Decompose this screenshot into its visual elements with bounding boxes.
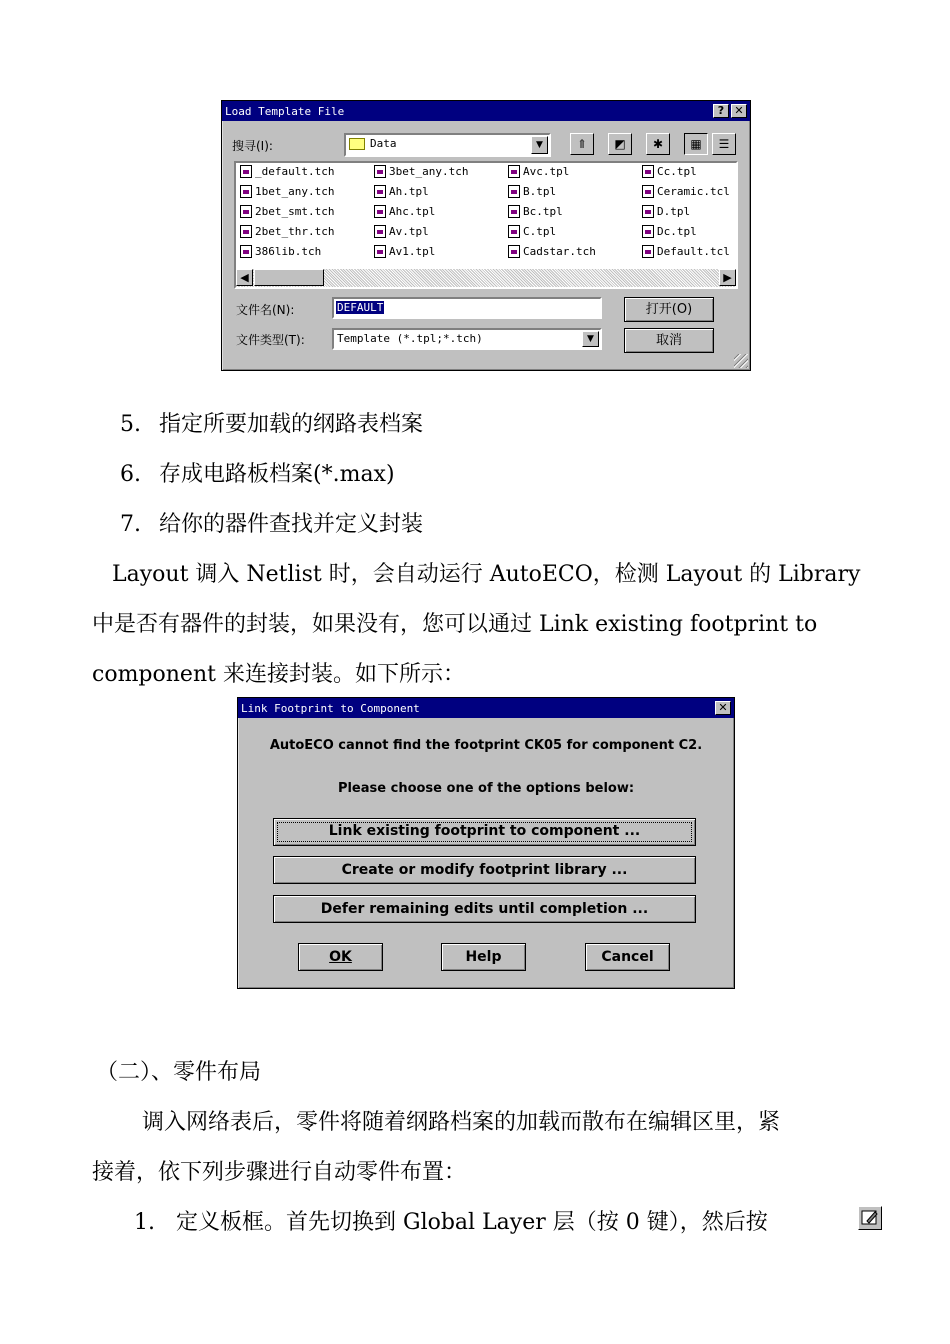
file-item[interactable] [642, 185, 730, 198]
file-item[interactable] [240, 185, 334, 198]
filename-input[interactable] [332, 297, 602, 319]
file-name: 2bet_thr.tch [255, 225, 335, 238]
filename-label: 文件名(N): [236, 303, 295, 317]
file-item[interactable] [374, 165, 468, 178]
file-icon [240, 205, 252, 218]
dialog-title: Link Footprint to Component [241, 701, 420, 715]
step-number: 7. [120, 512, 141, 537]
step-1 [134, 1208, 768, 1238]
file-name: Cadstar.tch [523, 245, 596, 258]
lookin-value: Data [370, 137, 397, 150]
file-icon [642, 245, 654, 258]
file-item[interactable] [240, 225, 334, 238]
step-item [120, 460, 395, 490]
para1-line3: component 来连接封装。如下所示： [92, 662, 465, 687]
cancel-button[interactable]: 取消 [624, 328, 714, 353]
dialog-title: Load Template File [225, 104, 345, 118]
file-icon [642, 205, 654, 218]
step-text: 指定所要加载的纲路表档案 [159, 412, 424, 437]
close-icon[interactable]: ✕ [731, 104, 747, 118]
step-number: 6. [120, 462, 141, 487]
lookin-combo[interactable] [344, 133, 551, 157]
file-name: Ahc.tpl [389, 205, 436, 218]
file-icon [642, 185, 654, 198]
file-icon [642, 165, 654, 178]
file-icon [240, 245, 252, 258]
dialog-message: AutoECO cannot find the footprint CK05 for component C2. [269, 738, 703, 753]
file-icon [374, 205, 386, 218]
file-item[interactable] [374, 185, 429, 198]
link-existing-footprint-button[interactable]: Link existing footprint to component ... [273, 818, 696, 846]
file-item[interactable] [374, 205, 435, 218]
file-item[interactable] [240, 205, 334, 218]
step-text: 给你的器件查找并定义封装 [159, 512, 424, 537]
file-icon [240, 165, 252, 178]
filetype-label: 文件类型(T): [236, 333, 305, 347]
file-item[interactable] [508, 245, 596, 258]
file-name: D.tpl [657, 205, 691, 218]
list-view-icon[interactable]: ▦ [684, 133, 708, 155]
step-item [120, 510, 423, 540]
new-folder-icon[interactable]: ✱ [646, 133, 670, 155]
step-text: 存成电路板档案(*.max) [159, 462, 395, 487]
file-icon [240, 225, 252, 238]
chevron-down-icon[interactable]: ▼ [531, 136, 548, 154]
dialog-titlebar [222, 101, 750, 121]
file-icon [374, 165, 386, 178]
file-icon [508, 245, 520, 258]
file-item[interactable] [642, 165, 697, 178]
file-name: Avc.tpl [523, 165, 570, 178]
load-template-dialog [221, 100, 751, 371]
file-item[interactable] [374, 225, 429, 238]
step-text: 定义板框。首先切换到 Global Layer 层（按 0 键），然后按 [176, 1210, 768, 1235]
dialog-titlebar [238, 698, 734, 718]
details-view-icon[interactable]: ☰ [712, 133, 736, 155]
file-item[interactable] [508, 165, 569, 178]
open-button[interactable]: 打开(O) [624, 297, 714, 322]
file-name: Cc.tpl [657, 165, 697, 178]
create-footprint-library-button[interactable]: Create or modify footprint library ... [273, 856, 696, 884]
file-name: 3bet_any.tch [389, 165, 469, 178]
step-number: 1. [134, 1210, 155, 1235]
file-icon [374, 185, 386, 198]
para2-line2: 接着，依下列步骤进行自动零件布置： [92, 1160, 467, 1185]
file-name: C.tpl [523, 225, 557, 238]
file-icon [508, 165, 520, 178]
file-item[interactable] [508, 185, 556, 198]
help-icon[interactable]: ? [713, 104, 729, 118]
file-name: Ceramic.tcl [657, 185, 730, 198]
para2-line1: 调入网络表后，零件将随着纲路档案的加载而散布在编辑区里，紧 [142, 1110, 781, 1135]
filename-value: DEFAULT [337, 301, 384, 314]
file-name: Ah.tpl [389, 185, 429, 198]
resize-grip-icon[interactable] [734, 354, 748, 368]
lookin-label: 搜寻(I): [232, 139, 273, 153]
step-number: 5. [120, 412, 141, 437]
file-name: 2bet_smt.tch [255, 205, 335, 218]
file-name: Av.tpl [389, 225, 429, 238]
file-item[interactable] [642, 245, 730, 258]
file-icon [508, 225, 520, 238]
step-item [120, 410, 423, 440]
file-item[interactable] [508, 225, 556, 238]
file-name: B.tpl [523, 185, 557, 198]
folder-icon [349, 138, 365, 150]
scroll-thumb[interactable] [254, 269, 324, 286]
file-name: Default.tcl [657, 245, 730, 258]
scroll-right-icon[interactable]: ▶ [719, 269, 736, 286]
file-name: Av1.tpl [389, 245, 436, 258]
section-title: （二）、零件布局 [96, 1060, 262, 1085]
ok-button[interactable]: OK [298, 943, 383, 971]
up-folder-icon[interactable]: ⇑ [570, 133, 594, 155]
filetype-value: Template (*.tpl;*.tch) [337, 332, 483, 345]
file-item[interactable] [240, 165, 334, 178]
file-icon [374, 245, 386, 258]
file-item[interactable] [374, 245, 435, 258]
para1-line2: 中是否有器件的封装，如果没有，您可以通过 Link existing footprint to [92, 612, 818, 637]
defer-edits-button[interactable]: Defer remaining edits until completion ... [273, 895, 696, 923]
file-name: Dc.tpl [657, 225, 697, 238]
filetype-select[interactable] [332, 328, 602, 350]
file-item[interactable] [642, 205, 690, 218]
file-icon [508, 205, 520, 218]
file-icon [508, 185, 520, 198]
dialog-prompt: Please choose one of the options below: [337, 781, 635, 796]
chevron-down-icon[interactable]: ▼ [582, 331, 599, 347]
file-icon [374, 225, 386, 238]
file-list[interactable] [234, 161, 738, 289]
scroll-left-icon[interactable]: ◀ [236, 269, 253, 286]
file-icon [240, 185, 252, 198]
file-item[interactable] [508, 205, 563, 218]
cancel-button[interactable]: Cancel [585, 943, 670, 971]
file-item[interactable] [642, 225, 697, 238]
help-button[interactable]: Help [441, 943, 526, 971]
horizontal-scrollbar[interactable] [236, 269, 736, 287]
file-item[interactable] [240, 245, 321, 258]
desktop-icon[interactable]: ◩ [608, 133, 632, 155]
file-name: Bc.tpl [523, 205, 563, 218]
close-icon[interactable]: ✕ [715, 701, 731, 715]
para1-line1: Layout 调入 Netlist 时，会自动运行 AutoECO，检测 Layout 的 Library [112, 562, 861, 587]
file-name: 386lib.tch [255, 245, 322, 258]
board-outline-tool-icon[interactable] [858, 1206, 882, 1230]
file-name: 1bet_any.tch [255, 185, 335, 198]
link-footprint-dialog [237, 697, 735, 989]
file-icon [642, 225, 654, 238]
file-name: _default.tch [255, 165, 335, 178]
